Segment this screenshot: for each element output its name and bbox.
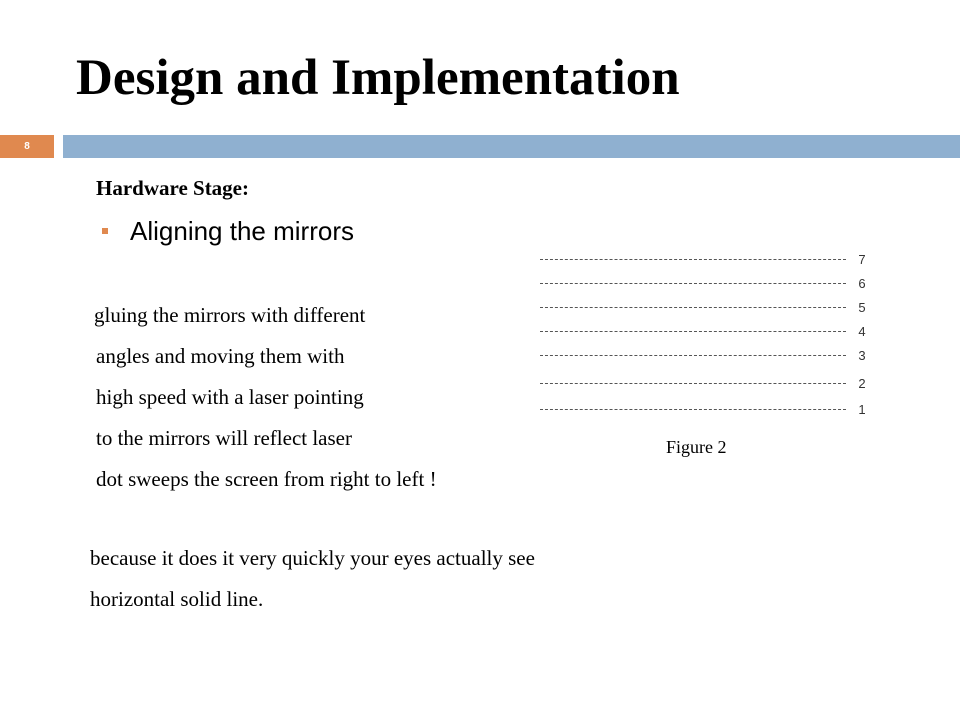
figure-caption: Figure 2 [666,437,727,457]
dashed-line [540,383,846,384]
bullet-item: Aligning the mirrors [130,216,354,246]
line-label: 3 [858,347,866,363]
line-label: 7 [858,251,866,267]
title-divider-bar [63,135,960,158]
section-heading: Hardware Stage: [96,176,249,200]
dashed-line [540,409,846,410]
dashed-line [540,355,846,356]
line-label: 2 [858,375,866,391]
mirror-lines-figure [540,250,872,422]
line-label: 1 [858,401,866,417]
scan-line [540,400,874,418]
slide-title: Design and Implementation [76,50,680,106]
dashed-line [540,283,846,284]
line-label: 6 [858,275,866,291]
paragraph-line: gluing the mirrors with different [94,303,366,327]
square-bullet-icon [102,228,108,234]
line-label: 4 [858,323,866,339]
paragraph-line: dot sweeps the screen from right to left ! [96,467,437,491]
slide-number: 8 [24,141,30,152]
line-label: 5 [858,299,866,315]
scan-line [540,346,874,364]
dashed-line [540,331,846,332]
scan-line [540,298,874,316]
paragraph-line: to the mirrors will reflect laser [96,426,352,450]
scan-line [540,250,874,268]
dashed-line [540,307,846,308]
paragraph-line: horizontal solid line. [90,587,264,611]
paragraph-line: angles and moving them with [96,344,345,368]
paragraph-line: because it does it very quickly your eyes actually see [90,546,535,570]
scan-line [540,274,874,292]
dashed-line [540,259,846,260]
scan-line [540,374,874,392]
scan-line [540,322,874,340]
paragraph-line: high speed with a laser pointing [96,385,364,409]
